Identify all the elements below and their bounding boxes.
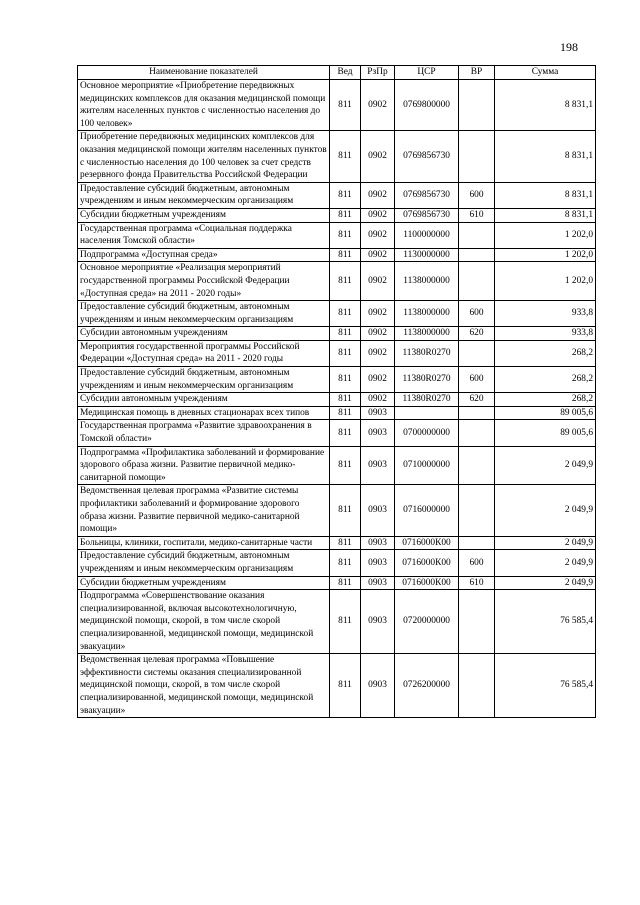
row-csr-cell: 0769856730 [395,208,459,222]
row-ved-cell: 811 [330,654,361,718]
page-number: 198 [560,40,578,54]
row-rzpr-cell: 0902 [361,393,395,407]
row-csr-cell: 0769800000 [395,80,459,131]
row-vr-cell: 610 [459,576,495,590]
row-name-cell: Предоставление субсидий бюджетным, автономным учреждениям и иным некоммерческим организациям [78,301,330,327]
table-row [78,367,596,393]
row-vr-cell [459,446,495,485]
row-ved-cell: 811 [330,80,361,131]
header-sum: Сумма [495,66,596,80]
table-row [78,446,596,485]
row-rzpr-cell: 0903 [361,420,395,446]
row-vr-cell [459,80,495,131]
row-ved-cell: 811 [330,327,361,341]
table-row [78,301,596,327]
row-name-cell: Предоставление субсидий бюджетным, автономным учреждениям и иным некоммерческим организациям [78,550,330,576]
row-csr-cell: 11380R0270 [395,367,459,393]
row-vr-cell [459,654,495,718]
row-sum-cell: 1 202,0 [495,248,596,262]
row-name-cell: Ведомственная целевая программа «Повышение эффективности системы оказания специализированной медицинской помощи, скорой, в том числе скорой специализированной, медицинской помощи, медицинской эвакуации» [78,654,330,718]
row-rzpr-cell: 0902 [361,340,395,366]
row-ved-cell: 811 [330,420,361,446]
row-sum-cell: 76 585,4 [495,590,596,654]
row-sum-cell: 268,2 [495,393,596,407]
row-rzpr-cell: 0902 [361,208,395,222]
row-sum-cell: 89 005,6 [495,406,596,420]
row-rzpr-cell: 0903 [361,406,395,420]
row-rzpr-cell: 0902 [361,182,395,208]
row-rzpr-cell: 0902 [361,367,395,393]
table-row [78,208,596,222]
row-rzpr-cell: 0903 [361,550,395,576]
row-ved-cell: 811 [330,446,361,485]
header-name: Наименование показателей [78,66,330,80]
header-csr: ЦСР [395,66,459,80]
row-vr-cell [459,590,495,654]
row-ved-cell: 811 [330,340,361,366]
table-row [78,420,596,446]
row-sum-cell: 933,8 [495,301,596,327]
row-ved-cell: 811 [330,550,361,576]
row-rzpr-cell: 0903 [361,446,395,485]
row-csr-cell: 11380R0270 [395,393,459,407]
row-vr-cell [459,536,495,550]
row-vr-cell: 600 [459,550,495,576]
table-row [78,654,596,718]
row-name-cell: Подпрограмма «Доступная среда» [78,248,330,262]
row-ved-cell: 811 [330,131,361,182]
table-row [78,327,596,341]
table-row [78,248,596,262]
row-ved-cell: 811 [330,536,361,550]
row-rzpr-cell: 0902 [361,131,395,182]
row-sum-cell: 268,2 [495,340,596,366]
row-csr-cell: 1100000000 [395,222,459,248]
table-row [78,536,596,550]
row-csr-cell: 0716000К00 [395,536,459,550]
row-name-cell: Ведомственная целевая программа «Развитие системы профилактики заболеваний и формирование здорового образа жизни. Развитие первичной медико-санитарной помощи» [78,485,330,536]
row-vr-cell: 610 [459,208,495,222]
row-ved-cell: 811 [330,367,361,393]
table-row [78,222,596,248]
row-sum-cell: 1 202,0 [495,262,596,301]
table-body [78,80,596,718]
table-row [78,576,596,590]
row-rzpr-cell: 0903 [361,536,395,550]
budget-table [77,65,596,718]
row-sum-cell: 8 831,1 [495,131,596,182]
row-name-cell: Медицинская помощь в дневных стационарах всех типов [78,406,330,420]
row-ved-cell: 811 [330,301,361,327]
table-row [78,182,596,208]
row-name-cell: Больницы, клиники, госпитали, медико-санитарные части [78,536,330,550]
row-vr-cell: 600 [459,367,495,393]
row-sum-cell: 76 585,4 [495,654,596,718]
header-rzpr: РзПр [361,66,395,80]
row-sum-cell: 268,2 [495,367,596,393]
row-ved-cell: 811 [330,590,361,654]
row-name-cell: Мероприятия государственной программы Российской Федерации «Доступная среда» на 2011 - 2020 годы [78,340,330,366]
table-row [78,485,596,536]
row-name-cell: Подпрограмма «Профилактика заболеваний и формирование здорового образа жизни. Развитие первичной медико-санитарной помощи» [78,446,330,485]
row-sum-cell: 8 831,1 [495,80,596,131]
row-ved-cell: 811 [330,393,361,407]
row-csr-cell: 0700000000 [395,420,459,446]
row-csr-cell: 0769856730 [395,182,459,208]
row-rzpr-cell: 0903 [361,576,395,590]
row-rzpr-cell: 0903 [361,654,395,718]
row-name-cell: Основное мероприятие «Приобретение передвижных медицинских комплексов для оказания медицинской помощи жителям населенных пунктов с численностью населения до 100 человек» [78,80,330,131]
row-ved-cell: 811 [330,222,361,248]
row-vr-cell: 600 [459,301,495,327]
row-vr-cell: 620 [459,393,495,407]
row-name-cell: Государственная программа «Социальная поддержка населения Томской области» [78,222,330,248]
row-sum-cell: 2 049,9 [495,550,596,576]
header-ved: Вед [330,66,361,80]
table-row [78,550,596,576]
table-row [78,406,596,420]
table-row [78,80,596,131]
row-csr-cell: 0710000000 [395,446,459,485]
row-rzpr-cell: 0902 [361,262,395,301]
row-sum-cell: 2 049,9 [495,446,596,485]
row-rzpr-cell: 0902 [361,301,395,327]
row-sum-cell: 2 049,9 [495,536,596,550]
row-csr-cell: 0769856730 [395,131,459,182]
row-csr-cell: 11380R0270 [395,340,459,366]
table-header [78,66,596,80]
row-csr-cell: 0726200000 [395,654,459,718]
row-sum-cell: 1 202,0 [495,222,596,248]
row-sum-cell: 933,8 [495,327,596,341]
row-sum-cell: 89 005,6 [495,420,596,446]
row-name-cell: Субсидии автономным учреждениям [78,327,330,341]
row-csr-cell: 1138000000 [395,327,459,341]
row-vr-cell [459,262,495,301]
row-ved-cell: 811 [330,208,361,222]
row-sum-cell: 2 049,9 [495,576,596,590]
row-ved-cell: 811 [330,485,361,536]
row-vr-cell [459,131,495,182]
row-vr-cell [459,222,495,248]
table-row [78,393,596,407]
row-rzpr-cell: 0902 [361,248,395,262]
header-row [78,66,596,80]
row-csr-cell: 0716000000 [395,485,459,536]
row-vr-cell [459,248,495,262]
row-csr-cell: 0720000000 [395,590,459,654]
row-rzpr-cell: 0902 [361,80,395,131]
row-vr-cell: 600 [459,182,495,208]
row-name-cell: Субсидии бюджетным учреждениям [78,576,330,590]
row-csr-cell: 0716000К00 [395,550,459,576]
row-name-cell: Субсидии автономным учреждениям [78,393,330,407]
row-rzpr-cell: 0903 [361,485,395,536]
row-vr-cell [459,485,495,536]
table-row [78,131,596,182]
header-vr: ВР [459,66,495,80]
row-rzpr-cell: 0902 [361,327,395,341]
table-row [78,262,596,301]
row-ved-cell: 811 [330,576,361,590]
row-ved-cell: 811 [330,248,361,262]
row-rzpr-cell: 0902 [361,222,395,248]
row-name-cell: Предоставление субсидий бюджетным, автономным учреждениям и иным некоммерческим организациям [78,182,330,208]
row-csr-cell: 1130000000 [395,248,459,262]
row-sum-cell: 2 049,9 [495,485,596,536]
row-name-cell: Основное мероприятие «Реализация мероприятий государственной программы Российской Федерации «Доступная среда» на 2011 - 2020 годы» [78,262,330,301]
table-row [78,590,596,654]
row-csr-cell: 1138000000 [395,262,459,301]
row-vr-cell: 620 [459,327,495,341]
row-csr-cell [395,406,459,420]
row-ved-cell: 811 [330,262,361,301]
row-csr-cell: 1138000000 [395,301,459,327]
row-rzpr-cell: 0903 [361,590,395,654]
row-vr-cell [459,420,495,446]
row-vr-cell [459,406,495,420]
row-ved-cell: 811 [330,182,361,208]
row-name-cell: Приобретение передвижных медицинских комплексов для оказания медицинской помощи жителям населенных пунктов с численностью населения до 100 человек за счет средств резервного фонда Правительства Российской Федерации [78,131,330,182]
table-row [78,340,596,366]
row-sum-cell: 8 831,1 [495,208,596,222]
row-ved-cell: 811 [330,406,361,420]
row-name-cell: Субсидии бюджетным учреждениям [78,208,330,222]
row-name-cell: Подпрограмма «Совершенствование оказания специализированной, включая высокотехнологичную, медицинской помощи, скорой, в том числе скорой специализированной, медицинской помощи, медицинской эвакуации» [78,590,330,654]
row-sum-cell: 8 831,1 [495,182,596,208]
row-name-cell: Предоставление субсидий бюджетным, автономным учреждениям и иным некоммерческим организациям [78,367,330,393]
row-vr-cell [459,340,495,366]
row-name-cell: Государственная программа «Развитие здравоохранения в Томской области» [78,420,330,446]
row-csr-cell: 0716000К00 [395,576,459,590]
